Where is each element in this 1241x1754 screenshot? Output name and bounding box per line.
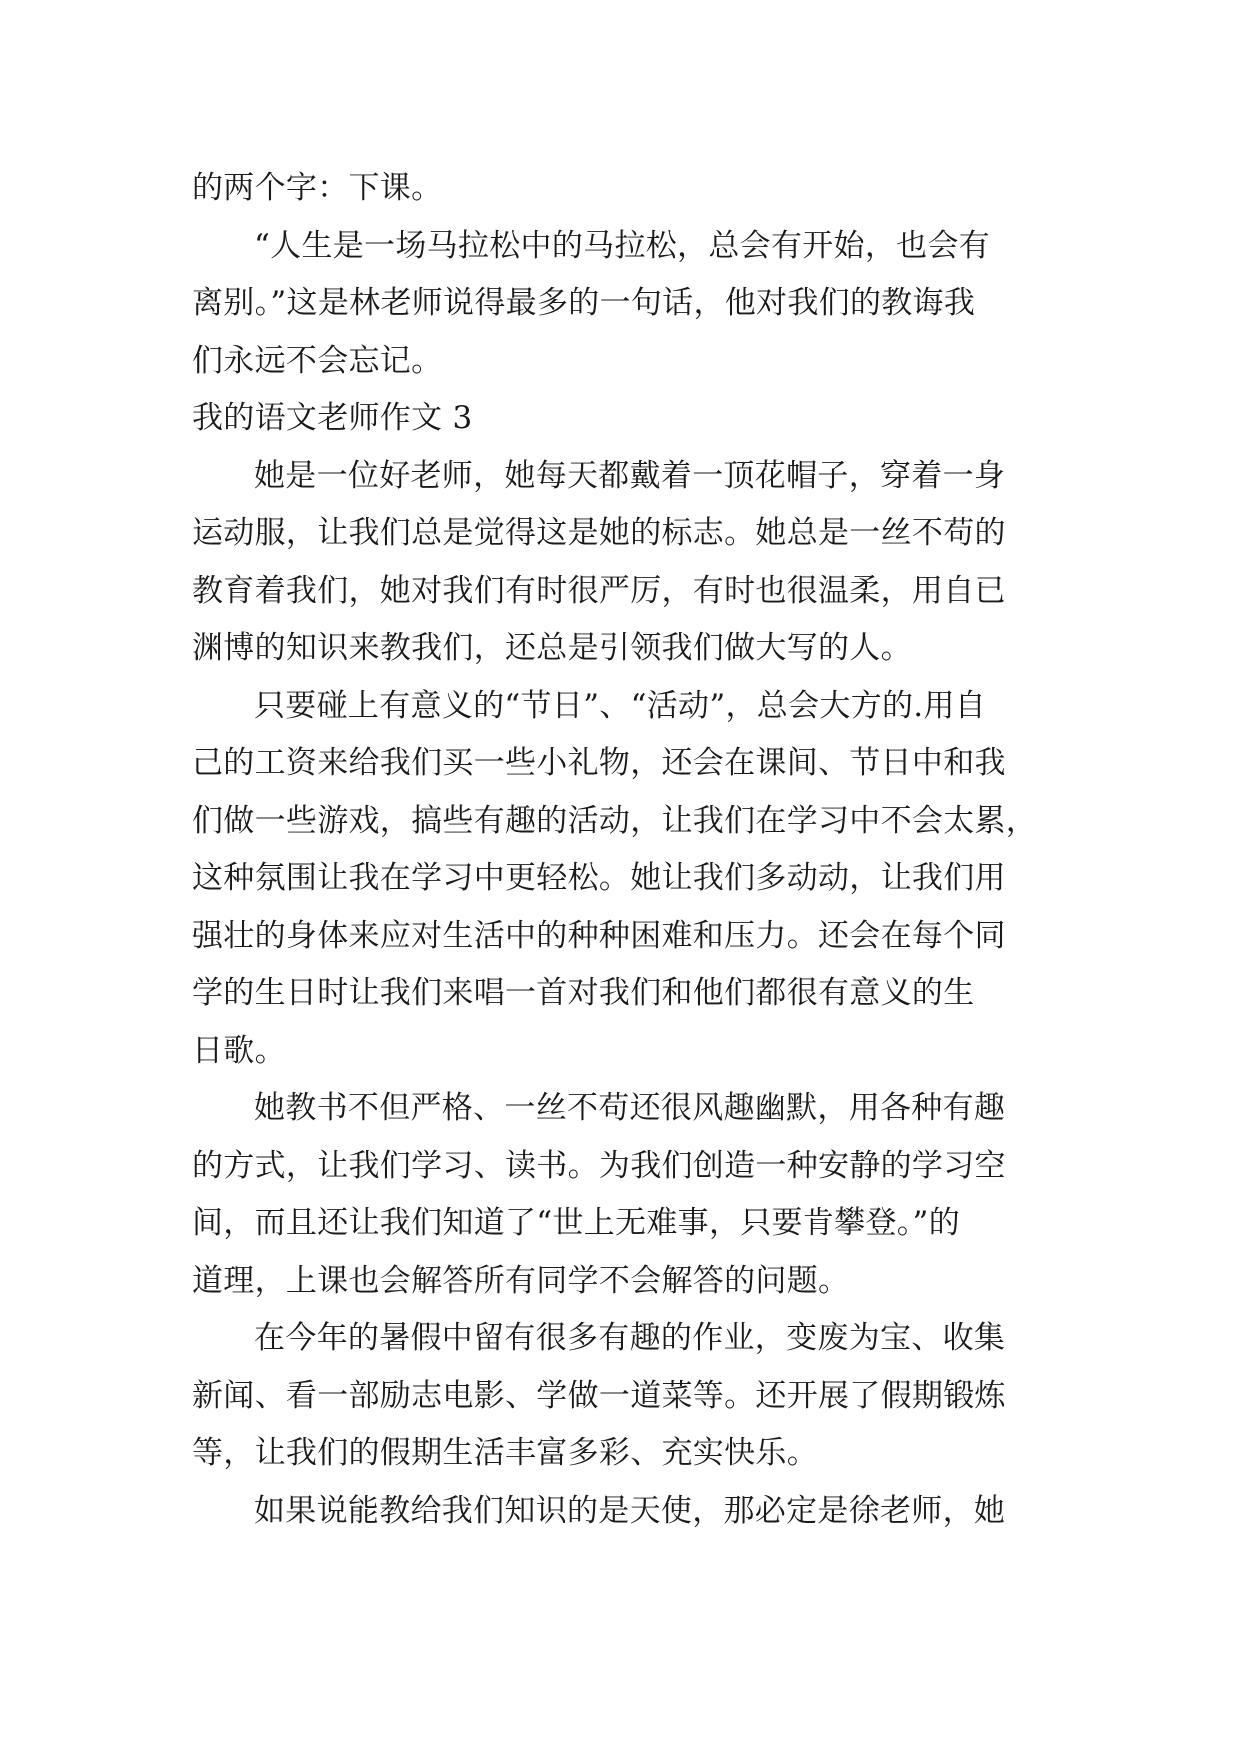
text-line: 己的工资来给我们买一些小礼物，还会在课间、节日中和我 [192,745,1006,781]
text-line: 等，让我们的假期生活丰富多彩、充实快乐。 [192,1435,818,1471]
text-line: 们永远不会忘记。 [192,342,443,379]
text-line: 教育着我们，她对我们有时很严厉，有时也很温柔，用自已 [192,572,1006,609]
section-heading: 我的语文老师作文 3 [192,400,473,436]
text-line: 的方式，让我们学习、读书。为我们创造一种安静的学习空 [192,1147,1006,1184]
paragraph-first-line: 她教书不但严格、一丝不苟还很风趣幽默，用各种有趣 [254,1090,1006,1126]
paragraph-first-line: 她是一位好老师，她每天都戴着一顶花帽子，穿着一身 [254,457,1006,494]
paragraph-first-line: “人生是一场马拉松中的马拉松，总会有开始，也会有 [254,227,991,264]
text-line: 的两个字：下课。 [192,170,443,206]
text-line: 离别。”这是林老师说得最多的一句话，他对我们的教诲我 [192,285,976,321]
text-line: 学的生日时让我们来唱一首对我们和他们都很有意义的生 [192,975,975,1011]
paragraph-first-line: 在今年的暑假中留有很多有趣的作业，变废为宝、收集 [254,1320,1006,1356]
text-line: 这种氛围让我在学习中更轻松。她让我们多动动，让我们用 [192,860,1006,896]
paragraph-first-line: 如果说能教给我们知识的是天使，那必定是徐老师，她 [254,1492,1006,1529]
text-line: 强壮的身体来应对生活中的种种困难和压力。还会在每个同 [192,917,1006,954]
text-line: 日歌。 [192,1032,286,1069]
text-line: 运动服，让我们总是觉得这是她的标志。她总是一丝不苟的 [192,515,1006,551]
text-line: 新闻、看一部励志电影、学做一道菜等。还开展了假期锻炼 [192,1377,1006,1414]
text-line: 渊博的知识来教我们，还总是引领我们做大写的人。 [192,630,912,666]
paragraph-first-line: 只要碰上有意义的“节日”、“活动”，总会大方的.用自 [254,687,987,724]
document-body [192,160,1052,1540]
text-line: 道理，上课也会解答所有同学不会解答的问题。 [192,1262,850,1299]
text-line: 间，而且还让我们知道了“世上无难事，只要肯攀登。”的 [192,1205,960,1241]
text-line: 们做一些游戏，搞些有趣的活动，让我们在学习中不会太累， [192,802,1038,839]
